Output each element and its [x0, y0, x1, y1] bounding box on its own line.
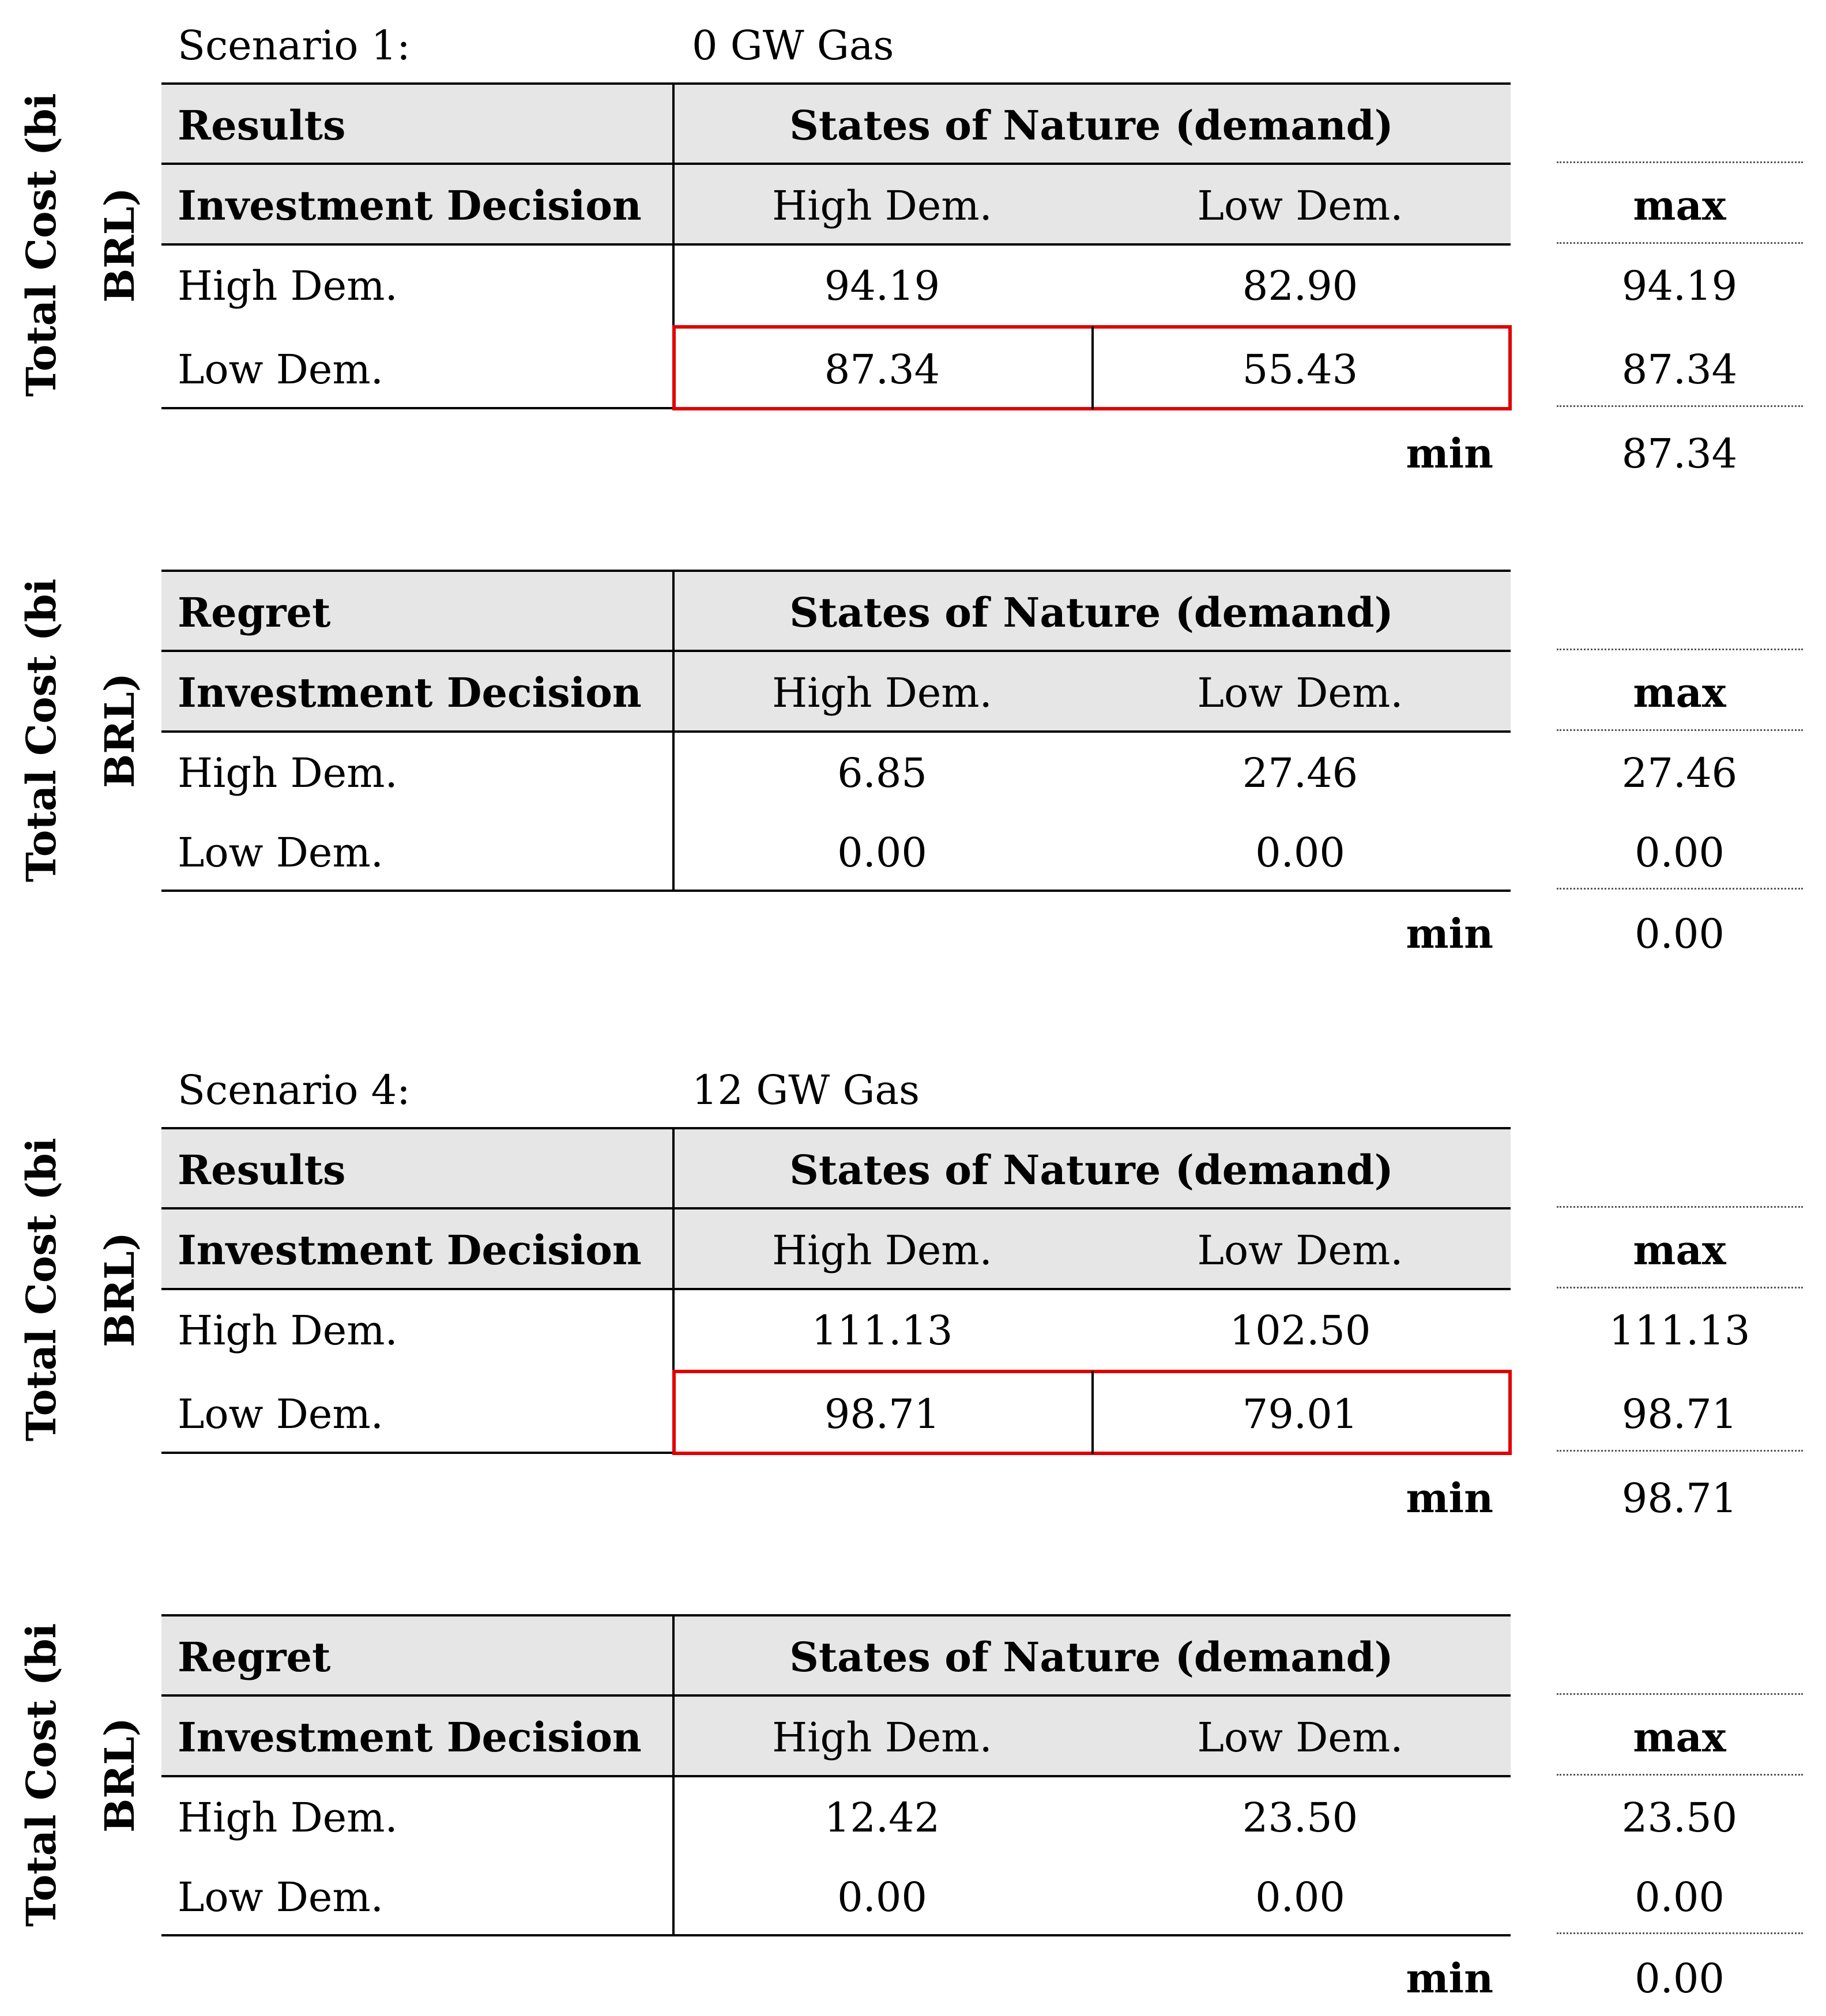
header-bottom-rule: [161, 1775, 1511, 1777]
row-label: High Dem.: [178, 262, 398, 310]
row-max-value: 23.50: [1621, 1794, 1738, 1841]
cell-value: 55.43: [1242, 346, 1358, 393]
max-col-dotted-rule: [1557, 1693, 1803, 1695]
table-top-rule: [161, 1614, 1511, 1616]
column-header-low-dem: Low Dem.: [1197, 1227, 1403, 1274]
max-col-dotted-rule: [1557, 1774, 1803, 1776]
cell-value: 23.50: [1242, 1794, 1358, 1841]
scenario-value: 0 GW Gas: [692, 22, 894, 69]
investment-decision-header: Investment Decision: [178, 182, 642, 229]
table-corner-label: Results: [178, 1146, 346, 1194]
header-rule: [161, 1207, 1511, 1209]
table-top-rule: [161, 570, 1511, 572]
row-max-value: 0.00: [1635, 829, 1725, 876]
max-col-dotted-rule: [1557, 1932, 1803, 1934]
max-header: max: [1633, 669, 1726, 717]
row-label: Low Dem.: [178, 1874, 383, 1921]
min-value: 0.00: [1635, 1955, 1725, 2002]
cell-value: 94.19: [824, 262, 940, 310]
cell-value: 0.00: [1255, 829, 1345, 876]
column-header-high-dem: High Dem.: [772, 1714, 992, 1761]
column-header-low-dem: Low Dem.: [1197, 669, 1403, 717]
investment-decision-header: Investment Decision: [178, 1226, 642, 1274]
cell-value: 6.85: [837, 749, 927, 797]
table-corner-label: Regret: [178, 589, 331, 636]
header-bottom-rule: [161, 243, 1511, 246]
scenario-label: Scenario 1:: [178, 22, 411, 69]
max-header: max: [1633, 1226, 1726, 1274]
min-value: 87.34: [1621, 430, 1738, 477]
row-max-value: 0.00: [1635, 1874, 1725, 1921]
scenario-value: 12 GW Gas: [692, 1067, 920, 1114]
table-bottom-rule: [161, 1934, 1511, 1936]
row-label: Low Dem.: [178, 829, 383, 876]
table-corner-label: Regret: [178, 1633, 331, 1681]
cell-value: 102.50: [1229, 1307, 1371, 1354]
row-max-value: 94.19: [1621, 262, 1738, 310]
cell-value: 0.00: [837, 1874, 927, 1921]
table-top-rule: [161, 1127, 1511, 1129]
max-col-dotted-rule: [1557, 161, 1803, 163]
scenario-label: Scenario 4:: [178, 1067, 411, 1114]
header-rule: [161, 163, 1511, 165]
row-label: High Dem.: [178, 1794, 398, 1841]
max-col-dotted-rule: [1557, 405, 1803, 407]
min-value: 98.71: [1621, 1475, 1738, 1522]
min-value: 0.00: [1635, 910, 1725, 958]
row-max-value: 98.71: [1621, 1391, 1738, 1438]
min-label: min: [1406, 1474, 1493, 1522]
min-label: min: [1406, 1954, 1493, 2002]
highlight-divider: [1091, 1371, 1094, 1454]
max-col-dotted-rule: [1557, 888, 1803, 890]
max-header: max: [1633, 1713, 1726, 1761]
table-bottom-rule: [161, 890, 1511, 892]
cell-value: 79.01: [1242, 1391, 1358, 1438]
row-max-value: 87.34: [1621, 346, 1738, 393]
min-label: min: [1406, 429, 1493, 477]
max-col-dotted-rule: [1557, 1287, 1803, 1288]
max-col-dotted-rule: [1557, 649, 1803, 650]
table-top-rule: [161, 82, 1511, 85]
investment-decision-header: Investment Decision: [178, 669, 642, 717]
states-of-nature-header: States of Nature (demand): [789, 101, 1394, 149]
states-of-nature-header: States of Nature (demand): [789, 1633, 1394, 1681]
row-label: High Dem.: [178, 1307, 398, 1354]
column-divider: [672, 570, 675, 892]
cell-value: 111.13: [811, 1307, 953, 1354]
cell-value: 12.42: [824, 1794, 940, 1841]
max-col-dotted-rule: [1557, 1206, 1803, 1208]
row-label: High Dem.: [178, 749, 398, 797]
cell-value: 98.71: [824, 1391, 940, 1438]
max-header: max: [1633, 182, 1726, 229]
row-label: Low Dem.: [178, 1391, 383, 1438]
header-rule: [161, 650, 1511, 652]
min-label: min: [1406, 910, 1493, 958]
cell-value: 0.00: [1255, 1874, 1345, 1921]
max-col-dotted-rule: [1557, 242, 1803, 244]
column-header-high-dem: High Dem.: [772, 1227, 992, 1274]
states-of-nature-header: States of Nature (demand): [789, 1146, 1394, 1194]
cell-value: 27.46: [1242, 749, 1358, 797]
column-header-high-dem: High Dem.: [772, 182, 992, 229]
column-divider: [672, 1614, 675, 1936]
max-col-dotted-rule: [1557, 729, 1803, 731]
column-header-high-dem: High Dem.: [772, 669, 992, 717]
header-rule: [161, 1694, 1511, 1697]
cell-value: 82.90: [1242, 262, 1358, 310]
states-of-nature-header: States of Nature (demand): [789, 589, 1394, 636]
header-bottom-rule: [161, 730, 1511, 733]
investment-decision-header: Investment Decision: [178, 1713, 642, 1761]
row-label: Low Dem.: [178, 346, 383, 393]
row-max-value: 27.46: [1621, 749, 1738, 797]
column-header-low-dem: Low Dem.: [1197, 1714, 1403, 1761]
highlight-divider: [1091, 326, 1094, 409]
cell-value: 87.34: [824, 346, 940, 393]
table-corner-label: Results: [178, 101, 346, 149]
header-bottom-rule: [161, 1288, 1511, 1290]
cell-value: 0.00: [837, 829, 927, 876]
column-header-low-dem: Low Dem.: [1197, 182, 1403, 229]
row-max-value: 111.13: [1609, 1307, 1750, 1354]
max-col-dotted-rule: [1557, 1450, 1803, 1452]
